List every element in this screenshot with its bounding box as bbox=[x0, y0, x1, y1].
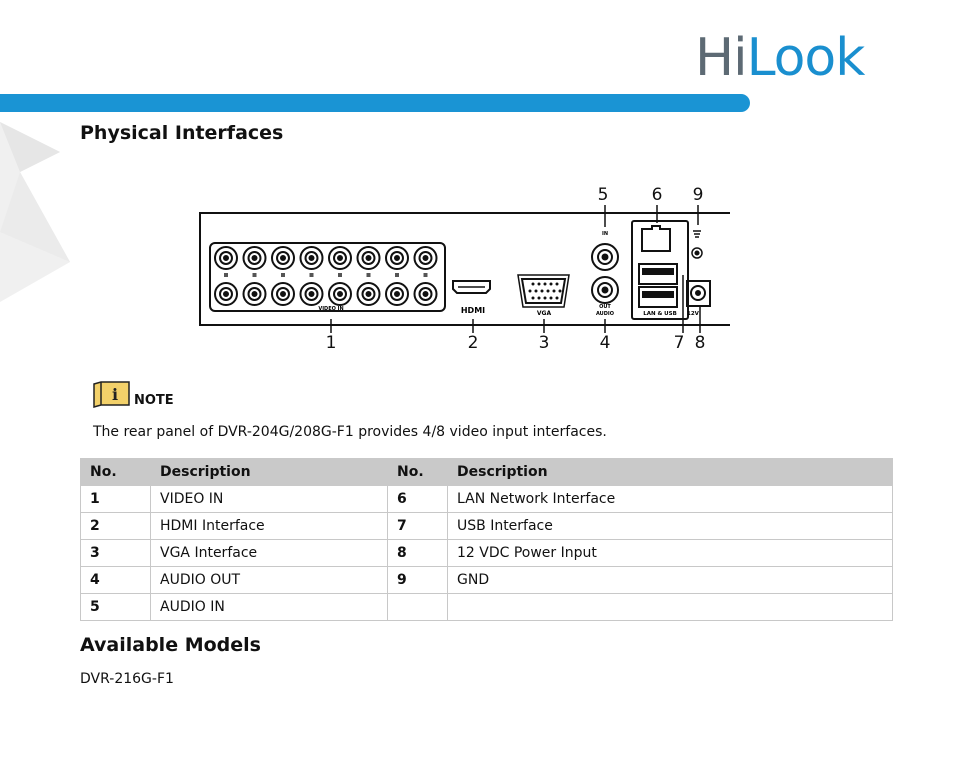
vga-pin bbox=[556, 283, 559, 286]
table-header-row bbox=[81, 459, 893, 486]
callout-3: 3 bbox=[538, 333, 550, 353]
header-description: Description bbox=[151, 459, 388, 486]
row-number: 5 bbox=[81, 594, 151, 621]
callout-1: 1 bbox=[325, 333, 337, 353]
video-in-label: VIDEO IN bbox=[318, 306, 344, 312]
audio-in-label: IN bbox=[601, 231, 609, 237]
row-number: 3 bbox=[81, 540, 151, 567]
row-description: AUDIO OUT bbox=[151, 567, 388, 594]
lan-port bbox=[642, 226, 670, 251]
available-models-heading: Available Models bbox=[80, 634, 261, 656]
row-description bbox=[448, 594, 893, 621]
audio-in-jack bbox=[592, 244, 618, 270]
bnc-connector bbox=[244, 247, 266, 269]
brand-bar bbox=[0, 94, 750, 112]
vga-pin bbox=[544, 297, 547, 300]
header-description: Description bbox=[448, 459, 893, 486]
bnc-connector bbox=[301, 283, 323, 305]
callout-5: 5 bbox=[597, 185, 609, 205]
row-description: USB Interface bbox=[448, 513, 893, 540]
bnc-channel-marker bbox=[338, 273, 342, 277]
table-row bbox=[81, 567, 893, 594]
svg-text:i: i bbox=[111, 385, 119, 404]
note-callout bbox=[93, 381, 174, 408]
bnc-connector bbox=[386, 247, 408, 269]
bnc-channel-marker bbox=[424, 273, 428, 277]
table-row bbox=[81, 540, 893, 567]
background-star-decoration bbox=[0, 112, 90, 302]
bnc-channel-marker bbox=[367, 273, 371, 277]
vga-pin bbox=[535, 290, 538, 293]
vga-pin bbox=[556, 297, 559, 300]
vga-pin bbox=[550, 283, 553, 286]
physical-interfaces-heading: Physical Interfaces bbox=[80, 122, 284, 144]
callout-4: 4 bbox=[599, 333, 611, 353]
vga-label: VGA bbox=[536, 310, 552, 317]
bnc-channel-marker bbox=[310, 273, 314, 277]
bnc-connector bbox=[301, 247, 323, 269]
bnc-connector bbox=[415, 283, 437, 305]
row-number bbox=[388, 594, 448, 621]
vga-port bbox=[518, 275, 569, 307]
row-number: 7 bbox=[388, 513, 448, 540]
vga-pin bbox=[547, 290, 550, 293]
gnd-terminal bbox=[692, 231, 702, 258]
row-description: LAN Network Interface bbox=[448, 486, 893, 513]
row-description: GND bbox=[448, 567, 893, 594]
bnc-connector bbox=[415, 247, 437, 269]
audio-out-label: OUT bbox=[599, 304, 611, 310]
vga-pin bbox=[544, 283, 547, 286]
vga-pin bbox=[538, 297, 541, 300]
table-row bbox=[81, 486, 893, 513]
rear-panel-diagram bbox=[195, 183, 735, 353]
hdmi-port bbox=[453, 281, 490, 293]
models-list: DVR-216G-F1 bbox=[80, 671, 174, 687]
bnc-channel-marker bbox=[253, 273, 257, 277]
row-number: 6 bbox=[388, 486, 448, 513]
bnc-connector bbox=[329, 247, 351, 269]
bnc-connector bbox=[272, 247, 294, 269]
bnc-connectors bbox=[215, 247, 437, 305]
power-input bbox=[687, 281, 710, 306]
row-number: 4 bbox=[81, 567, 151, 594]
vga-pin bbox=[541, 290, 544, 293]
bnc-channel-marker bbox=[395, 273, 399, 277]
bnc-connector bbox=[329, 283, 351, 305]
power-label: 12V bbox=[687, 311, 699, 317]
row-number: 2 bbox=[81, 513, 151, 540]
vga-pin bbox=[550, 297, 553, 300]
bnc-connector bbox=[215, 283, 237, 305]
table-row bbox=[81, 594, 893, 621]
row-description: VIDEO IN bbox=[151, 486, 388, 513]
callout-6: 6 bbox=[651, 185, 663, 205]
vga-pin bbox=[529, 290, 532, 293]
bnc-channel-marker bbox=[281, 273, 285, 277]
header-no: No. bbox=[388, 459, 448, 486]
bnc-connector bbox=[386, 283, 408, 305]
bnc-connector bbox=[358, 283, 380, 305]
interfaces-table bbox=[80, 458, 893, 621]
audio-out-jack bbox=[592, 277, 618, 303]
note-text: The rear panel of DVR-204G/208G-F1 provides 4/8 video input interfaces. bbox=[93, 424, 607, 440]
callout-2: 2 bbox=[467, 333, 479, 353]
row-number: 1 bbox=[81, 486, 151, 513]
bnc-connector bbox=[358, 247, 380, 269]
callout-9: 9 bbox=[692, 185, 704, 205]
note-label: NOTE bbox=[134, 393, 174, 408]
bnc-connector bbox=[244, 283, 266, 305]
hdmi-label: HDMI bbox=[460, 306, 486, 315]
row-number: 8 bbox=[388, 540, 448, 567]
logo-text: HiLook bbox=[695, 28, 865, 88]
vga-pin bbox=[553, 290, 556, 293]
row-description: VGA Interface bbox=[151, 540, 388, 567]
row-description: 12 VDC Power Input bbox=[448, 540, 893, 567]
vga-pin bbox=[559, 290, 562, 293]
row-number: 9 bbox=[388, 567, 448, 594]
note-icon bbox=[93, 381, 130, 408]
callout-8: 8 bbox=[694, 333, 706, 353]
callout-7: 7 bbox=[673, 333, 685, 353]
row-description: AUDIO IN bbox=[151, 594, 388, 621]
lan-usb-label: LAN & USB bbox=[643, 311, 677, 317]
row-description: HDMI Interface bbox=[151, 513, 388, 540]
audio-label: AUDIO bbox=[595, 311, 615, 317]
table-row bbox=[81, 513, 893, 540]
header-no: No. bbox=[81, 459, 151, 486]
bnc-connector bbox=[215, 247, 237, 269]
lan-usb-block bbox=[632, 221, 688, 319]
vga-pin bbox=[538, 283, 541, 286]
bnc-connector bbox=[272, 283, 294, 305]
vga-pin bbox=[532, 283, 535, 286]
bnc-channel-marker bbox=[224, 273, 228, 277]
hilook-logo bbox=[695, 30, 864, 86]
vga-pin bbox=[532, 297, 535, 300]
